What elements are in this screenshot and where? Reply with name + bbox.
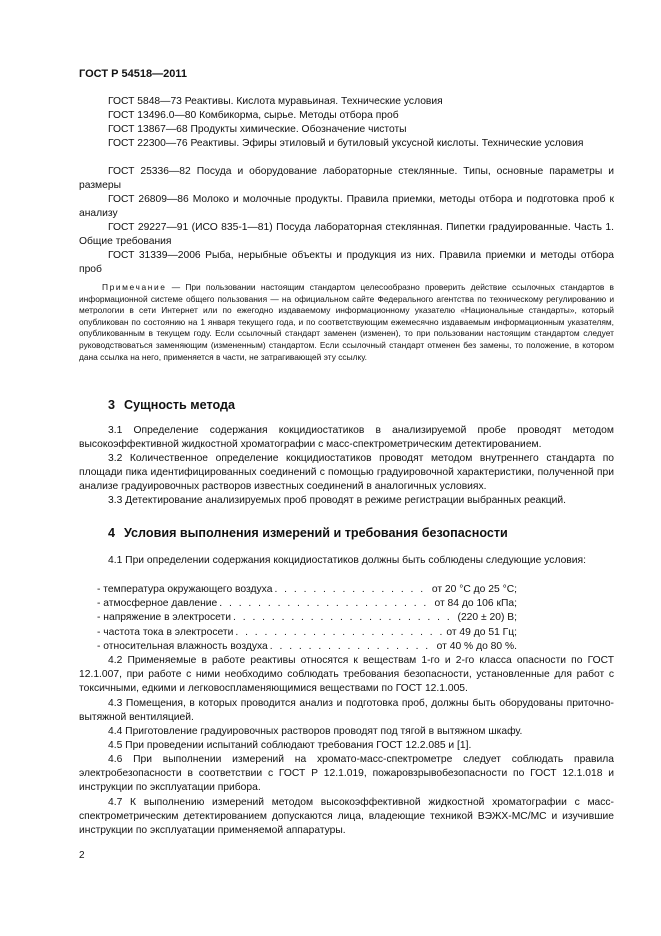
condition-value: от 20 °С до 25 °С; [431,584,517,595]
section-title: Условия выполнения измерений и требования безопасности [124,526,508,540]
ref-item: ГОСТ 13496.0—80 Комбикорма, сырье. Методы отбора проб [108,110,399,121]
condition-item [97,611,517,625]
condition-name: - температура окружающего воздуха [97,584,273,595]
condition-value: от 49 до 51 Гц; [446,626,517,638]
ref-item: ГОСТ 22300—76 Реактивы. Эфиры этиловый и бутиловый уксусной кислоты. Технические условия [108,138,584,149]
paragraph: 4.7 К выполнению измерений методом высокоэффективной жидкостной хроматографии с масс-спектрометрическим детектированием допускаются лица, владеющие техникой ВЭЖХ-МС/МС и изучившие инструкции по эксплуатации применяемой аппаратуры. [79,797,614,837]
paragraph: 4.4 Приготовление градуировочных растворов проводят под тягой в вытяжном шкафу. [108,726,523,737]
references-note [79,282,614,363]
paragraph: 4.1 При определении содержания кокцидиостатиков должны быть соблюдены следующие условия: [108,555,586,566]
ref-item: ГОСТ 31339—2006 Рыба, нерыбные объекты и продукция из них. Правила приемки и методы отбора проб [79,250,614,276]
paragraph: 3.1 Определение содержания кокцидиостатиков в анализируемой пробе проводят методом высокоэффективной жидкостной хроматографии с масс-спектрометрическим детектированием. [79,425,614,451]
condition-item [97,597,517,611]
condition-name: - частота тока в электросети [97,626,234,638]
condition-name: - атмосферное давление [97,598,218,610]
section-title: Сущность метода [124,398,235,412]
ref-item: ГОСТ 25336—82 Посуда и оборудование лабораторные стеклянные. Типы, основные параметры и размеры [79,166,614,192]
document-header-id: ГОСТ Р 54518—2011 [79,68,187,80]
condition-name: - относительная влажность воздуха [97,640,268,652]
condition-item [97,583,517,597]
section-number: 4 [108,526,116,540]
ref-item: ГОСТ 29227—91 (ИСО 835-1—81) Посуда лабораторная стеклянная. Пипетки градуированные. Часть 1. Общие требования [79,222,614,248]
paragraph: 4.3 Помещения, в которых проводится анализ и подготовка проб, должны быть оборудованы приточно-вытяжной вентиляцией. [79,698,614,724]
condition-item [97,626,517,640]
paragraph: 3.3 Детектирование анализируемых проб проводят в режиме регистрации выбранных реакций. [108,495,567,506]
section-number: 3 [108,398,116,412]
paragraph: 4.5 При проведении испытаний соблюдают требования ГОСТ 12.2.085 и [1]. [108,740,472,751]
condition-item [97,640,517,654]
section-3-heading [108,398,235,412]
ref-item: ГОСТ 5848—73 Реактивы. Кислота муравьиная. Технические условия [108,96,443,107]
page-number: 2 [79,850,85,861]
condition-value: (220 ± 20) В; [457,612,517,624]
note-label: Примечание [102,282,167,292]
conditions-list [97,583,517,654]
paragraph: 4.6 При выполнении измерений на хромато-масс-спектрометре следует соблюдать правила электробезопасности в соответствии с ГОСТ Р 12.1.019, пожаровзрывобезопасности по ГОСТ 12.1.018 и инструкции по эксплуатации прибора. [79,754,614,794]
paragraph: 4.2 Применяемые в работе реактивы относятся к веществам 1-го и 2-го класса опасности по ГОСТ 12.1.007, при работе с ними необходимо соблюдать требования безопасности, установленные для работ с токсичными, едкими и легковоспламеняющимися веществами по ГОСТ 12.1.005. [79,655,614,695]
condition-name: - напряжение в электросети [97,612,231,624]
note-text: — При пользовании настоящим стандартом целесообразно проверить действие ссылочных стандартов в информационной системе общего пользования — на официальном сайте Федерального агентства по техническому регулированию и метрологии в сети Интернет или по ежегодно издаваемому информационному указателю «Национальные стандарты», который опубликован по состоянию на 1 января текущего года, и по соответствующим ежемесячно издаваемым информационным указателям, опубликованным в текущем году. Если ссылочный стандарт заменен (изменен), то при пользовании настоящим стандартом следует руководствоваться заменяющим (измененным) стандартом. Если ссылочный стандарт отменен без замены, то положение, в котором дана ссылка на него, применяется в части, не затрагивающей эту ссылку. [79,282,614,362]
ref-item: ГОСТ 26809—86 Молоко и молочные продукты. Правила приемки, методы отбора и подготовка проб к анализу [79,194,614,220]
condition-value: от 40 % до 80 %. [436,640,517,652]
condition-value: от 84 до 106 кПа; [434,598,517,610]
ref-item: ГОСТ 13867—68 Продукты химические. Обозначение чистоты [108,124,407,135]
section-4-heading [108,526,508,540]
paragraph: 3.2 Количественное определение кокцидиостатиков проводят методом внутреннего стандарта по площади пика идентифицированных соединений с помощью градуировочной характеристики, полученной при анализе градуировочных растворов известных соединений в аналогичных условиях. [79,453,614,493]
